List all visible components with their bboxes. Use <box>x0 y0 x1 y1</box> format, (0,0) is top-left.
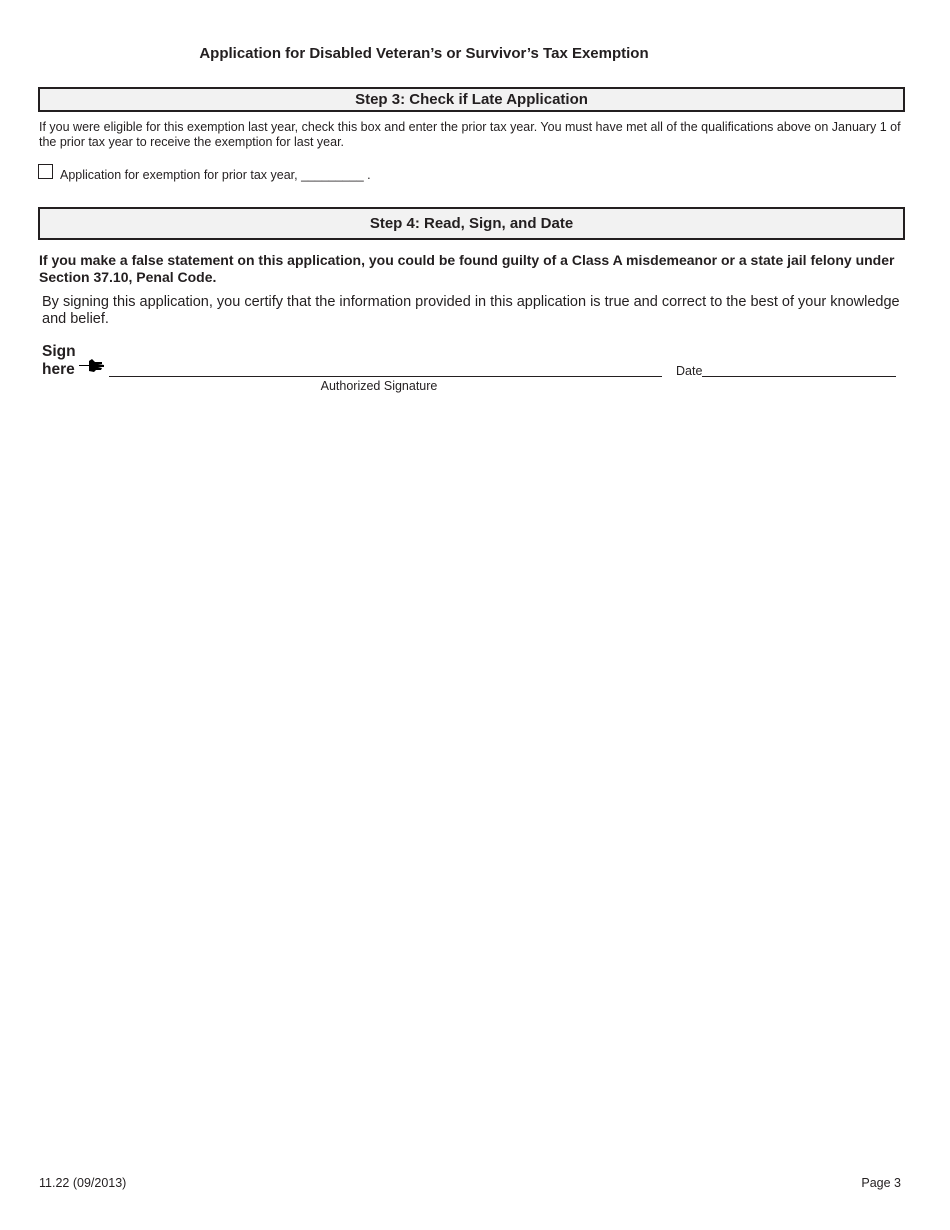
page-number: Page 3 <box>861 1176 901 1190</box>
date-field[interactable] <box>702 376 896 377</box>
step3-instructions: If you were eligible for this exemption last year, check this box and enter the prior tax year. You must have met all of the qualifications above on January 1 of the prior tax year to receive the exemption for last year. <box>39 120 901 149</box>
signature-field[interactable] <box>109 376 662 377</box>
sign-label-line1: Sign <box>42 343 76 360</box>
signature-caption: Authorized Signature <box>320 379 438 393</box>
certification-text: By signing this application, you certify that the information provided in this application is true and correct to the best of your knowledge and belief. <box>42 294 900 327</box>
prior-tax-year-label: Application for exemption for prior tax year, _________ . <box>60 168 371 182</box>
pointing-hand-icon <box>78 356 106 374</box>
late-application-checkbox[interactable] <box>38 164 53 179</box>
sign-here-label <box>42 343 76 379</box>
step4-header: Step 4: Read, Sign, and Date <box>38 207 905 240</box>
form-number: 11.22 (09/2013) <box>39 1176 127 1190</box>
date-label: Date <box>676 364 703 378</box>
false-statement-warning: If you make a false statement on this application, you could be found guilty of a Class A misdemeanor or a state jail felony under Section 37.10, Penal Code. <box>39 252 895 285</box>
document-title: Application for Disabled Veteran’s or Survivor’s Tax Exemption <box>199 45 649 62</box>
sign-label-line2: here <box>42 361 75 378</box>
step3-header: Step 3: Check if Late Application <box>38 87 905 112</box>
